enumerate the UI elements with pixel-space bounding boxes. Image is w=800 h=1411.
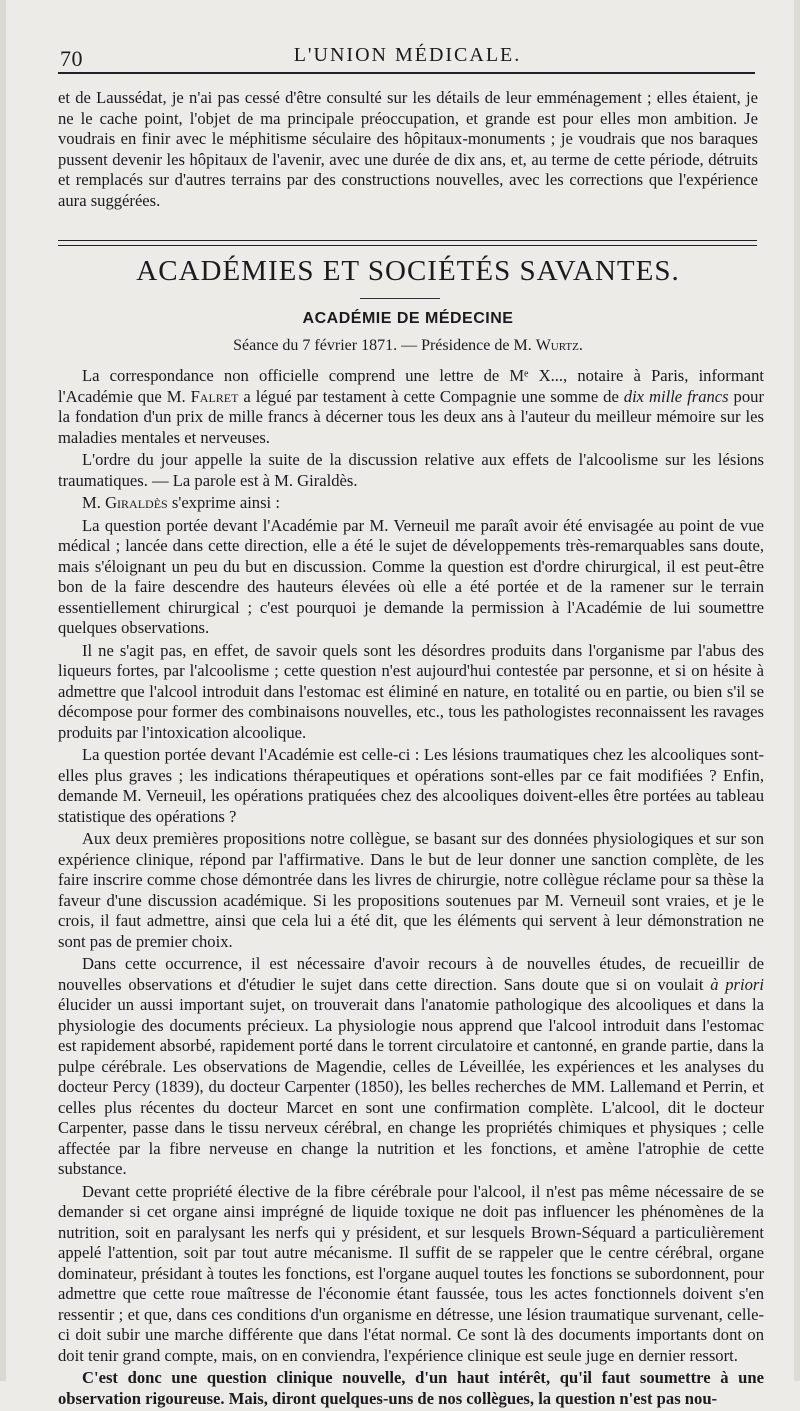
text-run: Dans cette occurrence, il est nécessaire d'avoir recours à de nouvelles études, de recueillir de nouvelles observations et d'étudier le sujet dans cette direction. Sans doute que si on voulait <box>58 954 764 994</box>
academy-title: ACADÉMIE DE MÉDECINE <box>302 310 514 327</box>
session-president: Wurtz <box>535 337 579 354</box>
text-run: a légué par testament à cette Compagnie une somme de <box>238 386 624 406</box>
person-name: Giraldès <box>105 493 168 512</box>
paragraph-agenda: L'ordre du jour appelle la suite de la discussion relative aux effets de l'alcoolisme sur les lésions traumatiques. — La parole est à M. Giraldès. <box>58 450 764 490</box>
paragraph-speaker <box>58 493 764 514</box>
session-prefix: Séance du 7 février 1871. — Présidence de M. <box>233 337 536 354</box>
session-suffix: . <box>578 337 583 354</box>
intro-block <box>58 88 758 211</box>
paragraph-question: La question portée devant l'Académie par M. Verneuil me paraît avoir été envisagée au point de vue médical ; lancée dans cette direction, elle a été le sujet de développements très-remarquables sans doute, mais s'éloignant un peu du but en discussion. Comme la question est d'ordre chirurgical, il est peut-être bon de la faire descendre des hauteurs élevées où elle a été portée et de la ramener sur le terrain essentiellement chirurgical ; c'est pourquoi je demande la permission à l'Académie de lui soumettre quelques observations. <box>58 515 764 637</box>
intro-paragraph: et de Laussédat, je n'ai pas cessé d'être consulté sur les détails de leur emménagement ; elles étaient, je ne le cache point, l'objet de ma principale préoccupation, et grande est pour elles mon ambition. Je voudrais en finir avec le méphitisme séculaire des hôpitaux-monuments ; je voudrais que nos baraques pussent devenir les hôpitaux de l'avenir, avec une durée de dix ans, et, au terme de cette période, détruits et remplacés sur d'autres terrains par des constructions nouvelles, avec les corrections que l'expérience aura suggérées. <box>58 88 758 210</box>
page-edge-right <box>794 0 800 1381</box>
paragraph-lesions: La question portée devant l'Académie est celle-ci : Les lésions traumatiques chez les alcooliques sont-elles plus graves ; les indications thérapeutiques et opérations sont-elles par ce fait modifiées ? Enfin, demande M. Verneuil, les opérations pratiquées chez des alcooliques doivent-elles être portées au tableau statistique des opérations ? <box>58 745 764 826</box>
paragraph-propositions: Aux deux premières propositions notre collègue, se basant sur des données physiologiques et sur son expérience clinique, répond par l'affirmative. Dans le but de leur donner une sanction complète, de les faire inscrire comme chose démontrée dans les livres de chirurgie, notre collègue réclame pour sa thèse la faveur d'une discussion académique. Si les propositions soutenues par M. Verneuil sont vraies, et je le crois, il faut admettre, ainsi que cela lui a été dit, que les éléments qui servent à leur démonstration ne sont pas de premier choix. <box>58 829 764 951</box>
text-run: pour la fondation d'un prix de mille francs à décerner tous les deux ans à l'auteur du meilleur mémoire sur les maladies mentales et nerveuses. <box>58 386 764 447</box>
text-run: La correspondance non officielle comprend une lettre de Mᵉ X..., notaire à Paris, informant l'Académie que M. <box>58 366 764 406</box>
text-run: s'exprime ainsi : <box>167 493 280 512</box>
italic-run: dix mille francs <box>623 386 729 406</box>
page-edge-left <box>0 0 6 1381</box>
header-rule <box>58 72 755 74</box>
short-rule <box>360 298 440 299</box>
paragraph-disorders: Il ne s'agit pas, en effet, de savoir quels sont les désordres produits dans l'organisme par l'abus des liqueurs fortes, par l'alcoolisme ; cette question n'est aujourd'hui contestée par personne, et si on hésite à admettre que l'alcool introduit dans l'estomac est éliminé en nature, en totalité ou en partie, ou bien s'il se décompose pour former des combinaisons nouvelles, etc., tous les pathologistes reconnaissent les ravages produits par l'intoxication alcoolique. <box>58 640 764 742</box>
italic-run: à priori <box>710 974 764 994</box>
paragraph-physiology <box>58 954 764 1180</box>
paragraph-clinical: C'est donc une question clinique nouvelle, d'un haut intérêt, qu'il faut soumettre à une observation rigoureuse. Mais, diront quelques-uns de nos collègues, la question n'est pas nou- <box>58 1368 764 1408</box>
section-title: ACADÉMIES ET SOCIÉTÉS SAVANTES. <box>136 255 680 287</box>
text-run: M. <box>82 493 106 512</box>
paragraph-cerebral: Devant cette propriété élective de la fibre cérébrale pour l'alcool, il n'est pas même nécessaire de se demander si cet organe ainsi imprégné de liquide toxique ne doit pas influencer les phénomènes de la nutrition, soit en paralysant les nerfs qui y président, et sur lesquels Brown-Séquard a particulièrement appelé l'attention, soit par tout autre mécanisme. Il suffit de se rappeler que le centre cérébral, organe dominateur, présidant à toutes les fonctions, est l'organe auquel toutes les fonctions se subordonnent, pour admettre que cette roue maîtresse de l'économie étant faussée, tous les actes fonctionnels doivent s'en ressentir ; et que, dans ces conditions d'un organisme en détresse, une lésion traumatique survenant, celle-ci doit subir une marche différente que dans l'état normal. Ce sont là des documents importants dont on doit tenir grand compte, mais, on en conviendra, l'expérience clinique est seule juge en dernier ressort. <box>58 1181 764 1365</box>
journal-title: L'UNION MÉDICALE. <box>293 44 522 66</box>
section-double-rule <box>58 240 757 246</box>
body-text <box>58 366 764 1411</box>
person-name: Falret <box>190 386 239 406</box>
page-number: 70 <box>60 46 83 71</box>
session-line <box>58 337 758 355</box>
text-run: élucider un aussi important sujet, on trouverait dans l'anatomie pathologique des alcooliques et dans la physiologie des documents précieux. La physiologie nous apprend que l'alcool introduit dans l'estomac est rapidement absorbé, rapidement porté dans le torrent circulatoire et cantonné, en grande partie, dans la pulpe cérébrale. Les observations de Magendie, celles de Léveillée, les expériences et les analyses du docteur Percy (1839), du docteur Carpenter (1850), les belles recherches de MM. Lallemand et Perrin, et celles plus récentes du docteur Marcet en sont une confirmation complète. L'alcool, dit le docteur Carpenter, passe dans le tissu nerveux cérébral, en change les propriétés chimiques et physiques ; celle affectée par la fibre nerveuse en change la nutrition et les fonctions, et amène l'atrophie de cette substance. <box>58 995 764 1178</box>
paragraph-correspondence <box>58 366 764 448</box>
running-header <box>60 40 755 70</box>
